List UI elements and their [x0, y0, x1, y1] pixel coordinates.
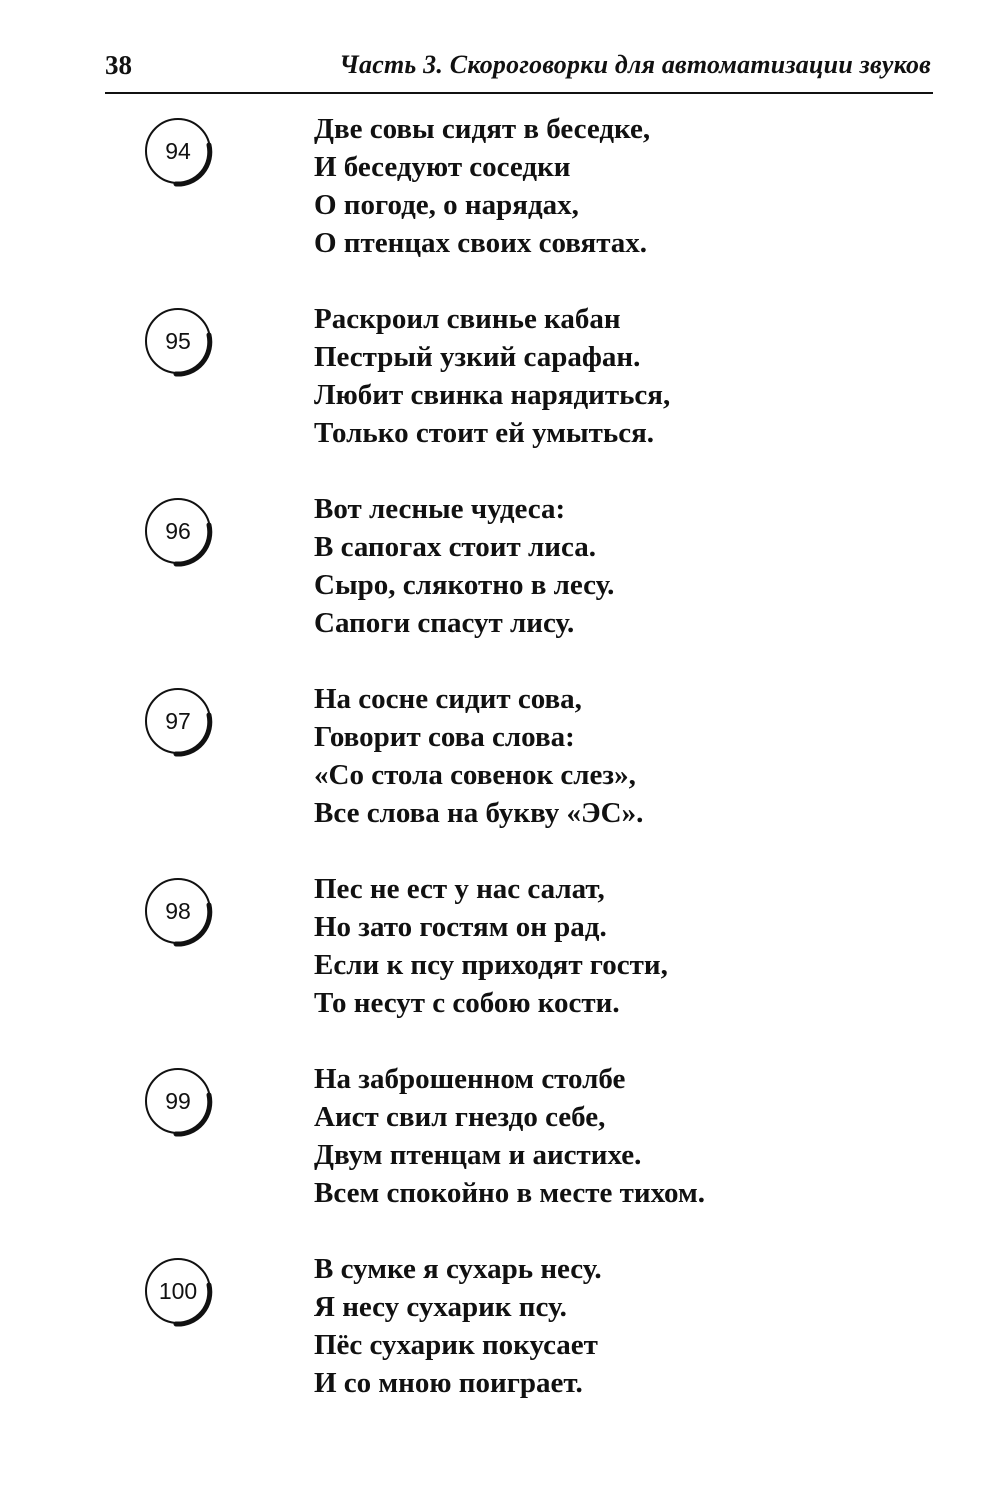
tongue-twister-entry [0, 110, 1000, 300]
verse [314, 490, 954, 642]
entry-number-badge [143, 306, 217, 380]
tongue-twister-list [0, 110, 1000, 1440]
tongue-twister-entry [0, 1060, 1000, 1250]
verse [314, 300, 954, 452]
tongue-twister-entry [0, 1250, 1000, 1440]
tongue-twister-entry [0, 490, 1000, 680]
verse-line: Любит свинка нарядиться, [314, 379, 671, 411]
entry-number-badge [143, 876, 217, 950]
verse-line: Две совы сидят в беседке, [314, 113, 651, 145]
verse-line: Пёс сухарик покусает [314, 1329, 598, 1361]
verse-line: В сумке я сухарь несу. [314, 1253, 602, 1285]
verse-line: Все слова на букву «ЭС». [314, 797, 644, 829]
entry-number-badge [143, 496, 217, 570]
verse-line: На заброшенном столбе [314, 1063, 626, 1095]
verse-line: «Со стола совенок слез», [314, 759, 636, 791]
verse [314, 1250, 954, 1402]
verse-line: Вот лесные чудеса: [314, 493, 566, 525]
verse-line: И со мною поиграет. [314, 1367, 583, 1399]
verse-line: Если к псу приходят гости, [314, 949, 668, 981]
entry-number: 96 [165, 518, 191, 544]
verse-line: Пес не ест у нас салат, [314, 873, 605, 905]
verse-line: Раскроил свинье кабан [314, 303, 621, 335]
verse-line: Всем спокойно в месте тихом. [314, 1177, 705, 1209]
entry-number: 98 [165, 898, 191, 924]
verse-line: Я несу сухарик псу. [314, 1291, 567, 1323]
entry-number-badge [143, 1256, 217, 1330]
tongue-twister-entry [0, 870, 1000, 1060]
verse [314, 1060, 954, 1212]
verse-line: И беседуют соседки [314, 151, 571, 183]
verse [314, 110, 954, 262]
verse-line: Но зато гостям он рад. [314, 911, 607, 943]
verse-line: На сосне сидит сова, [314, 683, 582, 715]
entry-number-badge [143, 1066, 217, 1140]
entry-number: 97 [165, 708, 191, 734]
page-number: 38 [105, 50, 132, 80]
verse-line: Двум птенцам и аистихе. [314, 1139, 642, 1171]
running-title: Часть 3. Скороговорки для автоматизации звуков [339, 50, 931, 79]
entry-number: 100 [158, 1278, 198, 1304]
verse [314, 680, 954, 832]
entry-number-badge [143, 116, 217, 190]
verse [314, 870, 954, 1022]
verse-line: Сапоги спасут лису. [314, 607, 575, 639]
tongue-twister-entry [0, 680, 1000, 870]
verse-line: О птенцах своих совятах. [314, 227, 648, 259]
entry-number: 99 [165, 1088, 191, 1114]
entry-number: 94 [165, 138, 191, 164]
verse-line: Пестрый узкий сарафан. [314, 341, 641, 373]
entry-number-badge [143, 686, 217, 760]
verse-line: В сапогах стоит лиса. [314, 531, 596, 563]
verse-line: О погоде, о нарядах, [314, 189, 579, 221]
verse-line: Сыро, слякотно в лесу. [314, 569, 615, 601]
verse-line: То несут с собою кости. [314, 987, 620, 1019]
tongue-twister-entry [0, 300, 1000, 490]
verse-line: Только стоит ей умыться. [314, 417, 655, 449]
verse-line: Говорит сова слова: [314, 721, 575, 753]
page-header [105, 44, 933, 94]
verse-line: Аист свил гнездо себе, [314, 1101, 606, 1133]
entry-number: 95 [165, 328, 191, 354]
